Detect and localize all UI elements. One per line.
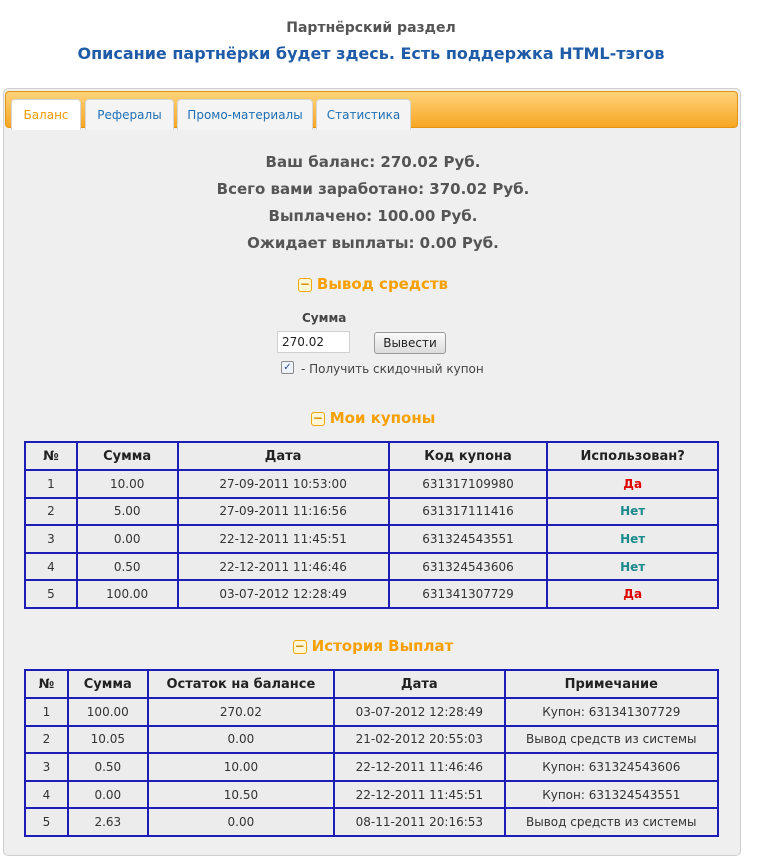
table-row — [25, 580, 718, 608]
cell-amount: 5.00 — [77, 498, 178, 526]
cell-number: 3 — [25, 753, 68, 781]
tab-referrals[interactable]: Рефералы — [85, 99, 174, 130]
table-row — [25, 781, 718, 809]
cell-date: 27-09-2011 10:53:00 — [178, 470, 389, 498]
collapse-icon[interactable]: − — [294, 639, 305, 653]
column-header: № — [25, 670, 68, 698]
coupons-section-header — [4, 409, 742, 427]
cell-amount: 10.05 — [68, 726, 148, 754]
cell-date: 22-12-2011 11:45:51 — [334, 781, 504, 809]
coupons-table — [24, 441, 719, 609]
table-row — [25, 525, 718, 553]
cell-date: 22-12-2011 11:45:51 — [178, 525, 389, 553]
table-header-row — [25, 670, 718, 698]
cell-used-status: Нет — [547, 553, 718, 581]
cell-number: 1 — [25, 470, 77, 498]
coupons-heading: Мои купоны — [329, 409, 436, 427]
withdraw-button[interactable]: Вывести — [374, 332, 446, 354]
page-title: Партнёрский раздел — [286, 20, 456, 36]
cell-remaining-balance: 270.02 — [148, 698, 334, 726]
cell-used-status: Нет — [547, 525, 718, 553]
cell-used-status: Нет — [547, 498, 718, 526]
cell-date: 27-09-2011 11:16:56 — [178, 498, 389, 526]
cell-coupon-code: 631324543606 — [389, 553, 548, 581]
cell-amount: 100.00 — [77, 580, 178, 608]
cell-note: Вывод средств из системы — [505, 808, 718, 836]
column-header: Использован? — [547, 442, 718, 470]
table-row — [25, 808, 718, 836]
column-header: Сумма — [68, 670, 148, 698]
tab-bar — [5, 91, 738, 128]
cell-remaining-balance: 10.50 — [148, 781, 334, 809]
partner-description: Описание партнёрки будет здесь. Есть поддержка HTML-тэгов — [77, 44, 665, 63]
balance-earned: Всего вами заработано: 370.02 Руб. — [216, 180, 530, 198]
cell-number: 4 — [25, 553, 77, 581]
tab-balance[interactable]: Баланс — [11, 99, 81, 130]
cell-amount: 0.00 — [77, 525, 178, 553]
cell-remaining-balance: 0.00 — [148, 726, 334, 754]
payouts-section-header — [4, 637, 742, 655]
table-row — [25, 553, 718, 581]
cell-amount: 100.00 — [68, 698, 148, 726]
cell-date: 21-02-2012 20:55:03 — [334, 726, 504, 754]
payouts-heading: История Выплат — [311, 637, 454, 655]
cell-number: 4 — [25, 781, 68, 809]
table-row — [25, 498, 718, 526]
table-row — [25, 726, 718, 754]
cell-used-status: Да — [547, 580, 718, 608]
table-row — [25, 470, 718, 498]
coupon-checkbox[interactable]: ✓ — [281, 361, 294, 374]
cell-date: 03-07-2012 12:28:49 — [178, 580, 389, 608]
column-header: Сумма — [77, 442, 178, 470]
cell-note: Купон: 631324543551 — [505, 781, 718, 809]
cell-number: 5 — [25, 808, 68, 836]
column-header: Дата — [334, 670, 504, 698]
table-row — [25, 753, 718, 781]
sum-input[interactable] — [277, 331, 350, 353]
table-row — [25, 698, 718, 726]
cell-date: 22-12-2011 11:46:46 — [334, 753, 504, 781]
table-header-row — [25, 442, 718, 470]
cell-date: 22-12-2011 11:46:46 — [178, 553, 389, 581]
cell-note: Купон: 631324543606 — [505, 753, 718, 781]
cell-coupon-code: 631317109980 — [389, 470, 548, 498]
collapse-icon[interactable]: − — [299, 277, 310, 291]
cell-coupon-code: 631341307729 — [389, 580, 548, 608]
payouts-table — [24, 669, 719, 837]
column-header: Дата — [178, 442, 389, 470]
column-header: Примечание — [505, 670, 718, 698]
cell-remaining-balance: 0.00 — [148, 808, 334, 836]
column-header: Остаток на балансе — [148, 670, 334, 698]
cell-used-status: Да — [547, 470, 718, 498]
cell-coupon-code: 631324543551 — [389, 525, 548, 553]
coupon-checkbox-label: - Получить скидочный купон — [301, 362, 484, 376]
cell-note: Купон: 631341307729 — [505, 698, 718, 726]
balance-pending: Ожидает выплаты: 0.00 Руб. — [247, 234, 499, 252]
tab-promo-materials[interactable]: Промо-материалы — [177, 99, 313, 130]
collapse-icon[interactable]: − — [312, 411, 323, 425]
cell-amount: 0.50 — [77, 553, 178, 581]
withdraw-section-header — [4, 275, 742, 293]
sum-label: Сумма — [302, 311, 347, 325]
cell-date: 08-11-2011 20:16:53 — [334, 808, 504, 836]
column-header: Код купона — [389, 442, 548, 470]
cell-number: 2 — [25, 498, 77, 526]
cell-number: 1 — [25, 698, 68, 726]
balance-paid: Выплачено: 100.00 Руб. — [268, 207, 478, 225]
cell-coupon-code: 631317111416 — [389, 498, 548, 526]
cell-amount: 0.50 — [68, 753, 148, 781]
balance-current: Ваш баланс: 270.02 Руб. — [265, 153, 481, 171]
withdraw-heading: Вывод средств — [316, 275, 449, 293]
cell-remaining-balance: 10.00 — [148, 753, 334, 781]
column-header: № — [25, 442, 77, 470]
cell-amount: 10.00 — [77, 470, 178, 498]
cell-amount: 2.63 — [68, 808, 148, 836]
partner-panel — [3, 88, 741, 856]
tab-statistics[interactable]: Статистика — [316, 99, 411, 130]
cell-date: 03-07-2012 12:28:49 — [334, 698, 504, 726]
cell-number: 2 — [25, 726, 68, 754]
cell-amount: 0.00 — [68, 781, 148, 809]
cell-number: 3 — [25, 525, 77, 553]
cell-number: 5 — [25, 580, 77, 608]
cell-note: Вывод средств из системы — [505, 726, 718, 754]
